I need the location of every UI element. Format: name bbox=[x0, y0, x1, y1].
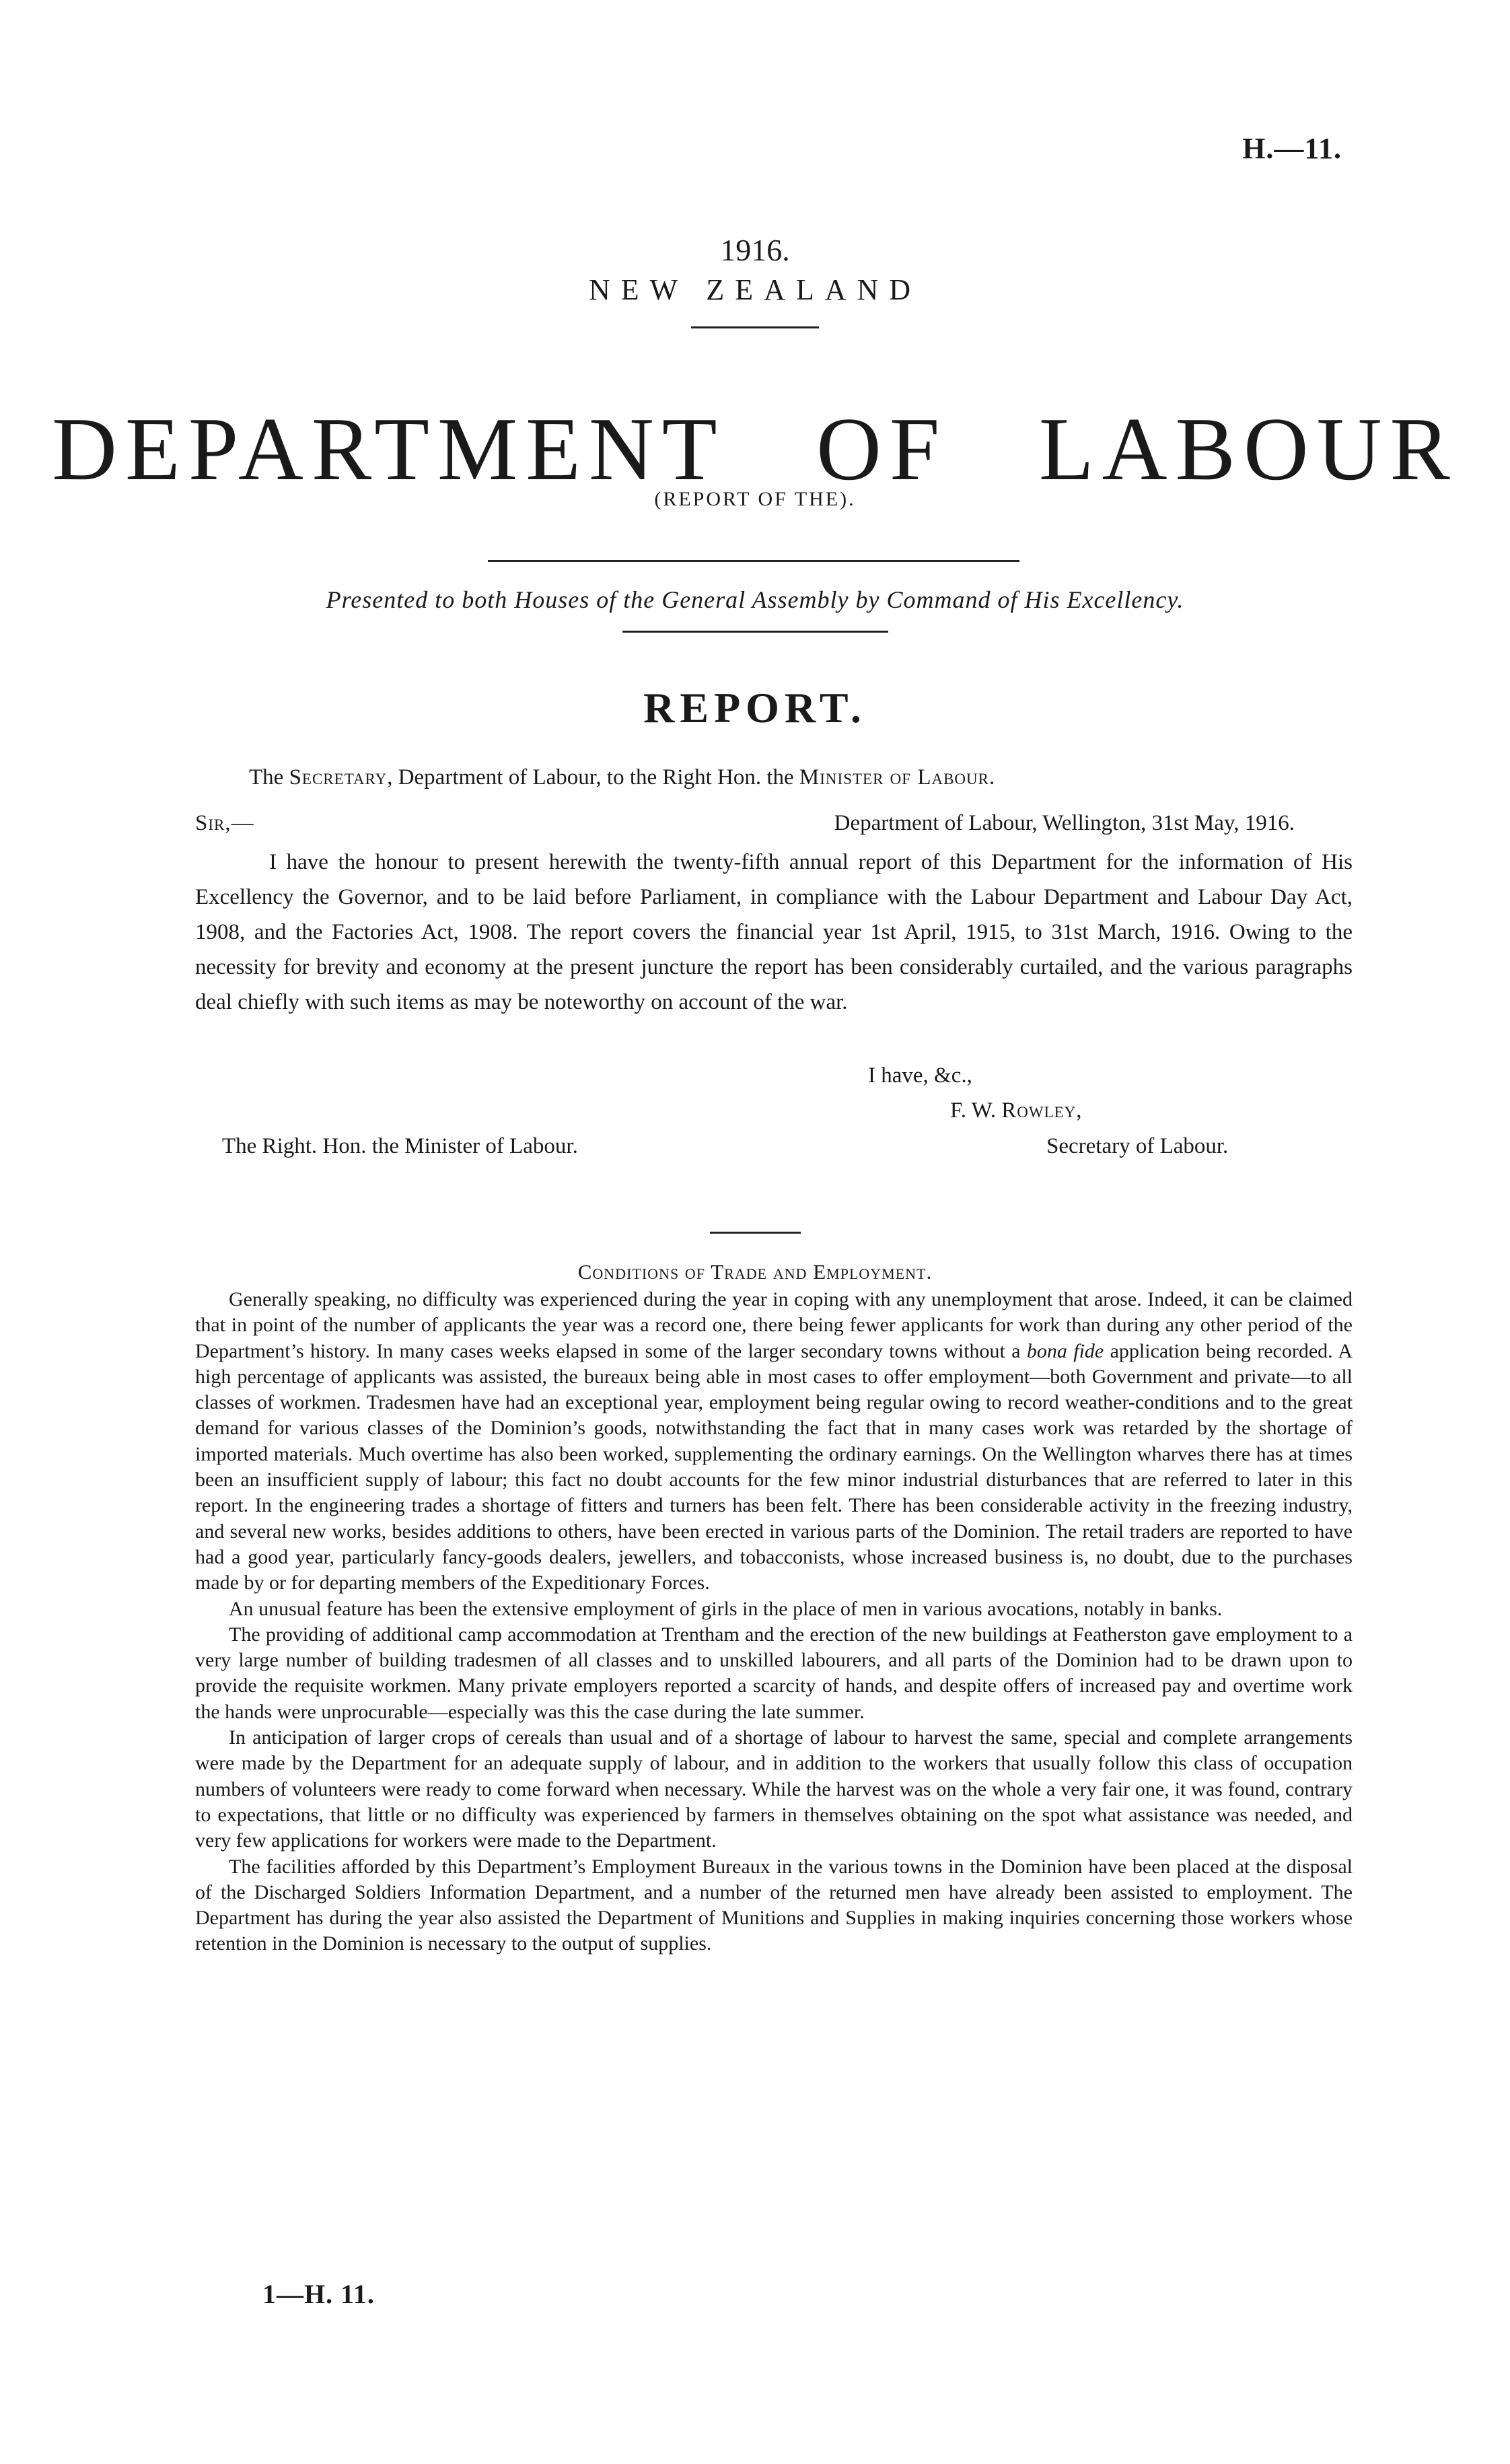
signature-end: , bbox=[1076, 1098, 1082, 1123]
paragraph-1-b: application being recorded. A high percentage of applicants was assisted, the bureaux being able in most cases to offer employment—both Government and private—to all classes of workmen. Tradesmen have had an exceptional year, employment being regular owing to record weather-conditions and to the great demand for various classes of the Dominion’s goods, notwithstanding the fact that in many cases work was retarded by the shortage of imported materials. Much overtime has also been worked, supplementing the ordinary earnings. On the Wellington wharves there has at times been an insufficient supply of labour; this fact no doubt accounts for the few minor industrial disturbances that are referred to later in this report. In the engineering trades a shortage of fitters and turners has been felt. There has been considerable activity in the freezing industry, and several new works, besides additions to others, have been erected in various parts of the Dominion. The retail traders are reported to have had a good year, particularly fancy-goods dealers, jewellers, and tobacconists, whose increased business is, no doubt, due to the purchases made by or for departing members of the Expeditionary Forces. bbox=[195, 1339, 1353, 1594]
signatory-title: Secretary of Labour. bbox=[1046, 1134, 1229, 1158]
paragraph-3: The providing of additional camp accommodation at Trentham and the erection of the new buildings at Featherston gave employment to a very large number of building tradesmen of all classes and to unskilled labourers, and all parts of the Dominion had to be drawn upon to provide the requisite workmen. Many private employers reported a scarcity of hands, and despite offers of increased pay and overtime work the hands were unprocurable—especially was this the case during the late summer. bbox=[195, 1623, 1353, 1723]
section-title: Conditions of Trade and Employment. bbox=[577, 1260, 933, 1283]
title-word-labour: LABOUR bbox=[1038, 399, 1458, 499]
paragraph-1-a: Generally speaking, no difficulty was experienced during the year in coping with any unemployment that arose. Indeed, it can be claimed that in point of the number of applicants the year was a record one, there being fewer applicants for work than during any other period of the Department’s history. In many cases weeks elapsed in some of the larger secondary towns without a bbox=[195, 1288, 1353, 1362]
address-part-3: . bbox=[989, 765, 995, 789]
paragraph-2: An unusual feature has been the extensive employment of girls in the place of men in various avocations, notably in banks. bbox=[229, 1597, 1223, 1620]
address-part-2: , Department of Labour, to the Right Hon. the bbox=[387, 765, 799, 789]
address-part-1: The bbox=[249, 765, 289, 789]
letter-closing: I have, &c., bbox=[868, 1063, 972, 1088]
section-body bbox=[195, 1287, 1353, 1957]
presented-top-rule bbox=[488, 560, 1019, 562]
letter-addressee: The Right. Hon. the Minister of Labour. bbox=[222, 1134, 578, 1158]
address-from: Secretary bbox=[289, 765, 388, 789]
sheet-reference: 1—H. 11. bbox=[262, 2279, 375, 2309]
report-year: 1916. bbox=[720, 233, 790, 267]
signature-name: Rowley bbox=[1001, 1098, 1077, 1123]
salutation: Sir,— bbox=[195, 811, 254, 835]
paragraph-5: The facilities afforded by this Department’s Employment Bureaux in the various towns in the Dominion have been placed at the disposal of the Discharged Soldiers Information Department, and a number of the returned men have already been assisted to employment. The Department has during the year also assisted the Department of Munitions and Supplies in making inquiries concerning those workers whose retention in the Dominion is necessary to the output of supplies. bbox=[195, 1855, 1353, 1955]
department-subtitle: (REPORT OF THE). bbox=[654, 488, 856, 510]
presented-line: Presented to both Houses of the General Assembly by Command of His Excellency. bbox=[326, 586, 1184, 613]
paragraph-1-italic: bona fide bbox=[1026, 1339, 1104, 1362]
paragraph-4: In anticipation of larger crops of cereals than usual and of a shortage of labour to harvest the same, special and complete arrangements were made by the Department for an adequate supply of labour, and in addition to the workers that usually follow this class of occupation numbers of volunteers were ready to come forward when necessary. While the harvest was on the whole a very fair one, it was found, contrary to expectations, that little or no difficulty was experienced by farmers in themselves obtaining on the spot what assistance was needed, and very few applications for workers were made to the Department. bbox=[195, 1726, 1353, 1852]
letter-dateline: Department of Labour, Wellington, 31st May, 1916. bbox=[834, 811, 1295, 835]
department-title bbox=[0, 397, 1510, 501]
report-heading: REPORT. bbox=[643, 684, 867, 732]
section-divider bbox=[710, 1232, 801, 1234]
letter-address-line bbox=[249, 765, 995, 790]
title-word-department: DEPARTMENT bbox=[52, 399, 725, 499]
letter-body: I have the honour to present herewith the twenty-fifth annual report of this Department for the information of His Excellency the Governor, and to be laid before Parliament, in compliance with the Labour Department and Labour Day Act, 1908, and the Factories Act, 1908. The report covers the financial year 1st April, 1915, to 31st March, 1916. Owing to the necessity for brevity and economy at the present juncture the report has been considerably curtailed, and the various paragraphs deal chiefly with such items as may be noteworthy on account of the war. bbox=[195, 850, 1353, 1014]
signature-initials: F. W. bbox=[950, 1098, 1002, 1123]
address-to: Minister of Labour bbox=[799, 765, 989, 789]
presented-bottom-rule bbox=[622, 631, 888, 633]
header-divider bbox=[691, 326, 819, 328]
letter-signature bbox=[950, 1098, 1082, 1123]
paragraph-1 bbox=[195, 1287, 1353, 1596]
page-reference: H.—11. bbox=[1242, 132, 1342, 165]
title-word-of: OF bbox=[816, 399, 948, 499]
country-name: NEW ZEALAND bbox=[588, 273, 922, 306]
